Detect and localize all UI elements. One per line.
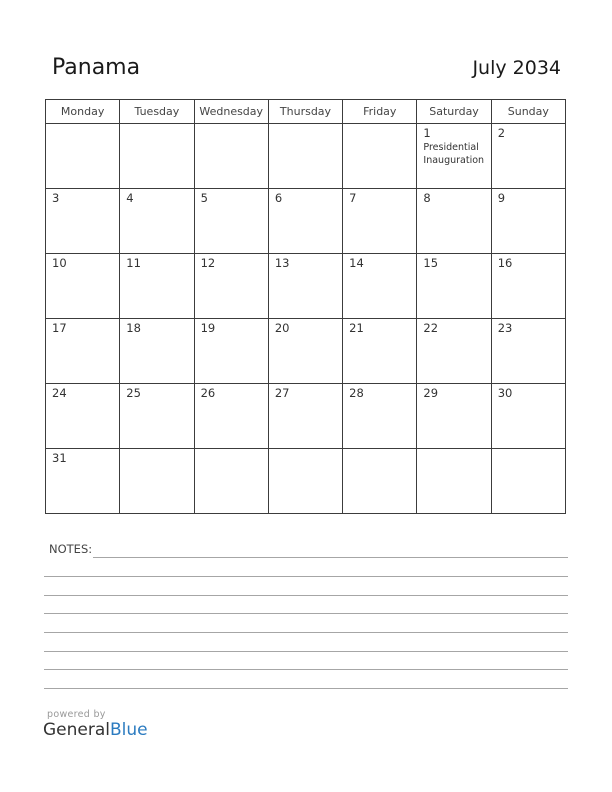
day-cell (46, 449, 120, 514)
day-cell (120, 319, 194, 384)
day-cell (343, 319, 417, 384)
day-cell (46, 124, 120, 189)
logo-text-general: General (43, 720, 110, 740)
note-line (44, 632, 568, 633)
generalblue-logo (43, 720, 148, 740)
day-cell (194, 449, 268, 514)
day-cell (417, 319, 491, 384)
day-cell (491, 449, 565, 514)
note-line (44, 595, 568, 596)
week-row (46, 189, 566, 254)
weekday-header-row (46, 100, 566, 124)
day-cell (343, 384, 417, 449)
day-number: 3 (52, 191, 60, 205)
day-cell (491, 319, 565, 384)
week-row (46, 254, 566, 319)
country-title: Panama (52, 55, 141, 80)
day-cell (268, 449, 342, 514)
day-cell (120, 449, 194, 514)
weekday-monday: Monday (46, 100, 120, 124)
week-row (46, 319, 566, 384)
day-cell (491, 254, 565, 319)
day-cell (194, 384, 268, 449)
day-number: 2 (497, 126, 506, 140)
note-line (44, 613, 568, 614)
weekday-sunday: Sunday (491, 100, 565, 124)
day-number: 26 (200, 386, 216, 400)
day-number: 31 (52, 451, 67, 465)
day-cell (417, 384, 491, 449)
day-cell (343, 124, 417, 189)
day-cell (46, 254, 120, 319)
day-number: 23 (497, 321, 513, 335)
day-cell (268, 254, 342, 319)
holiday-event: Presidential Inauguration (423, 142, 485, 166)
calendar-grid (45, 99, 566, 514)
day-number: 12 (200, 256, 216, 270)
day-cell (491, 384, 565, 449)
day-number: 16 (497, 256, 513, 270)
day-number: 7 (349, 191, 357, 205)
day-number: 25 (126, 386, 141, 400)
weekday-tuesday: Tuesday (120, 100, 194, 124)
day-cell (268, 319, 342, 384)
day-cell (46, 384, 120, 449)
weekday-wednesday: Wednesday (194, 100, 268, 124)
week-row (46, 124, 566, 189)
day-cell (120, 189, 194, 254)
day-cell (194, 124, 268, 189)
day-cell (120, 124, 194, 189)
day-cell (491, 124, 565, 189)
day-number: 5 (200, 191, 208, 205)
day-number: 11 (126, 256, 141, 270)
day-cell (194, 189, 268, 254)
day-cell (343, 449, 417, 514)
day-number: 8 (423, 191, 431, 205)
day-cell (417, 254, 491, 319)
day-cell (46, 189, 120, 254)
day-cell (343, 189, 417, 254)
day-cell (46, 319, 120, 384)
day-number: 6 (274, 191, 283, 205)
day-number: 10 (52, 256, 67, 270)
day-number: 9 (497, 191, 506, 205)
day-number: 24 (52, 386, 67, 400)
day-number: 15 (423, 256, 439, 270)
day-cell (120, 254, 194, 319)
day-cell (120, 384, 194, 449)
day-number: 17 (52, 321, 67, 335)
month-year-title: July 2034 (472, 57, 561, 79)
note-line (44, 688, 568, 689)
day-cell (268, 189, 342, 254)
day-number: 27 (274, 386, 290, 400)
day-number: 4 (126, 191, 134, 205)
day-number: 21 (349, 321, 364, 335)
day-cell (491, 189, 565, 254)
day-cell (343, 254, 417, 319)
day-cell (268, 384, 342, 449)
note-line (93, 557, 568, 558)
day-number: 22 (423, 321, 439, 335)
day-number: 30 (497, 386, 513, 400)
day-number: 19 (200, 321, 216, 335)
day-cell (417, 449, 491, 514)
day-number: 29 (423, 386, 439, 400)
note-line (44, 651, 568, 652)
day-number: 18 (126, 321, 141, 335)
day-cell (194, 319, 268, 384)
note-line (44, 576, 568, 577)
weekday-saturday: Saturday (417, 100, 491, 124)
note-line (44, 669, 568, 670)
day-number: 13 (274, 256, 290, 270)
day-cell (268, 124, 342, 189)
logo-text-blue: Blue (110, 720, 148, 740)
day-number: 1 (423, 126, 431, 140)
day-number: 20 (274, 321, 290, 335)
notes-label: NOTES: (49, 542, 93, 556)
weekday-friday: Friday (343, 100, 417, 124)
week-row (46, 384, 566, 449)
powered-by-text: powered by (47, 709, 106, 720)
day-cell (194, 254, 268, 319)
day-number: 14 (349, 256, 364, 270)
week-row (46, 449, 566, 514)
day-cell (417, 189, 491, 254)
day-number: 28 (349, 386, 364, 400)
weekday-thursday: Thursday (268, 100, 342, 124)
day-cell (417, 124, 491, 189)
